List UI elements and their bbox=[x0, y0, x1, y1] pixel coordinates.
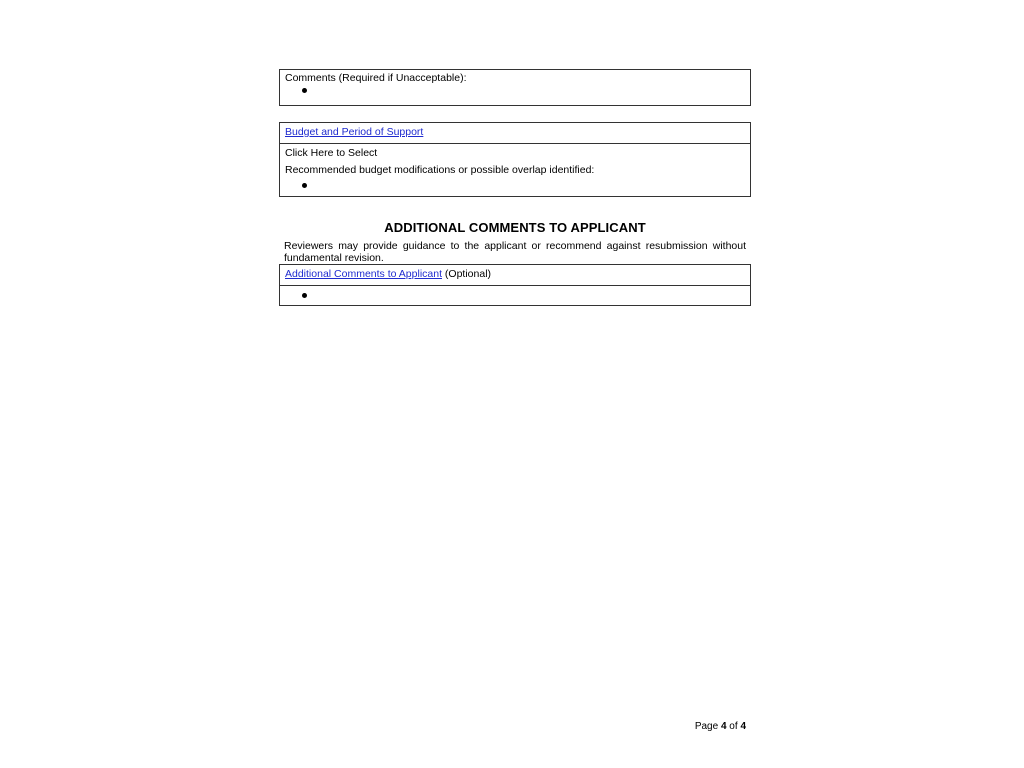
comments-box bbox=[279, 69, 751, 106]
additional-comments-header-row bbox=[280, 265, 750, 285]
optional-label: (Optional) bbox=[442, 268, 492, 280]
budget-select-dropdown[interactable]: Click Here to Select bbox=[285, 147, 378, 159]
additional-comments-link[interactable]: Additional Comments to Applicant bbox=[285, 268, 443, 280]
bullet-icon bbox=[302, 293, 307, 298]
comments-label-row bbox=[280, 70, 750, 85]
budget-bullet-field[interactable] bbox=[280, 180, 745, 198]
comments-bullet-field[interactable] bbox=[280, 85, 750, 103]
budget-period-link[interactable]: Budget and Period of Support bbox=[285, 126, 424, 138]
bullet-icon bbox=[302, 183, 307, 188]
page-total: 4 bbox=[740, 721, 746, 732]
page-current: 4 bbox=[720, 721, 727, 732]
budget-body bbox=[280, 143, 750, 198]
budget-box bbox=[279, 122, 751, 197]
additional-comments-box bbox=[279, 264, 751, 306]
comments-label: Comments (Required if Unacceptable): bbox=[285, 72, 467, 84]
page-number bbox=[640, 721, 746, 732]
additional-comments-heading: ADDITIONAL COMMENTS TO APPLICANT bbox=[384, 220, 646, 235]
of-word: of bbox=[726, 721, 741, 732]
page-word: Page bbox=[694, 721, 721, 732]
additional-comments-bullet-field[interactable] bbox=[280, 285, 750, 305]
bullet-icon bbox=[302, 88, 307, 93]
budget-header-row bbox=[280, 123, 750, 143]
budget-modifications-label: Recommended budget modifications or possible overlap identified: bbox=[285, 164, 595, 176]
additional-comments-guidance: Reviewers may provide guidance to the applicant or recommend against resubmission without fundamental revision. bbox=[284, 240, 746, 264]
